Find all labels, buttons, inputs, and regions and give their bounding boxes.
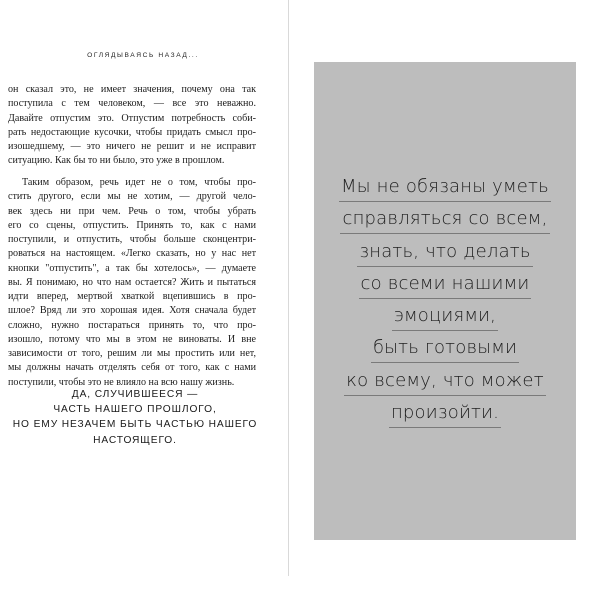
text-line: сложно, нужно постараться принять то, что про- — [8, 319, 256, 331]
quote-line-text: со всеми нашими — [359, 273, 532, 299]
quote-panel — [314, 62, 576, 540]
quote-line — [314, 305, 576, 337]
text-line: рать недостающие кусочки, чтобы придать смысл про- — [8, 126, 256, 138]
pull-quote-line: НО ЕМУ НЕЗАЧЕМ БЫТЬ ЧАСТЬЮ НАШЕГО — [12, 419, 258, 431]
text-line: шлое? Вряд ли это хорошая идея. Хотя сначала будет — [8, 305, 256, 317]
quote-line-text: справляться со всем, — [340, 208, 549, 234]
quote-line — [314, 370, 576, 402]
left-page — [0, 0, 286, 600]
text-line: вы. Я понимаю, но что нам остается? Жить и пытаться — [8, 276, 256, 288]
text-line: поступила с тем человеком, — все это неважно. — [8, 98, 256, 110]
text-line: изошедшему, — это ничего не решит и не исправит — [8, 141, 256, 152]
pull-quote-line: ЧАСТЬ НАШЕГО ПРОШЛОГО, — [53, 404, 217, 416]
text-line: Таким образом, речь идет не о том, чтобы про- — [22, 177, 256, 188]
text-line: мы должны начать отделять себя от того, как с нами — [8, 362, 256, 374]
body-paragraph — [8, 83, 256, 169]
pull-quote — [0, 387, 270, 448]
text-line: Давайте отпустим это. Отпустим потребность соби- — [8, 112, 256, 124]
quote-line — [314, 402, 576, 434]
text-line: ситуацию. Как бы то ни было, это уже в прошлом. — [8, 155, 225, 167]
text-line: он сказал это, не имеет значения, почему она так — [8, 84, 256, 95]
text-line: век здесь ни при чем. Речь о том, чтобы убрать — [8, 205, 256, 217]
quote-line-text: Мы не обязаны уметь — [339, 176, 551, 202]
quote-text-block — [314, 176, 576, 434]
text-line: идти вперед, мертвой хваткой вцепившись в про- — [8, 291, 256, 302]
running-head: ОГЛЯДЫВАЯСЬ НАЗАД... — [87, 52, 199, 59]
quote-line-text: произойти. — [389, 402, 501, 428]
quote-line-text: знать, что делать — [357, 241, 532, 267]
pull-quote-line: ДА, СЛУЧИВШЕЕСЯ — — [71, 389, 199, 400]
text-line: поступили, и отпустить, чтобы больше сконцентри- — [8, 234, 256, 245]
text-line: роваться на настоящем. «Легко сказать, но у нас нет — [8, 248, 256, 260]
text-line: зависимости от того, решим ли мы простить или нет, — [8, 348, 256, 359]
quote-line — [314, 273, 576, 305]
quote-line — [314, 337, 576, 369]
quote-line-text: эмоциями, — [392, 305, 498, 331]
text-line: кнопки "отпустить", а так бы хотелось», — думаете — [8, 262, 256, 274]
text-line: его со сцены, отпустить. Принять то, как с нами — [8, 219, 256, 231]
body-paragraph — [8, 176, 256, 390]
quote-line-text: быть готовыми — [371, 337, 519, 363]
pull-quote-line: НАСТОЯЩЕГО. — [93, 434, 177, 446]
text-line: изошло, потому что мы в этом не виноваты. И вне — [8, 333, 256, 345]
text-line: поступили, чтобы это не влияло на всю нашу жизнь. — [8, 376, 235, 388]
quote-line — [314, 208, 576, 240]
quote-line-text: ко всему, что может — [344, 370, 546, 396]
quote-line — [314, 176, 576, 208]
quote-line — [314, 241, 576, 273]
text-line: стить другого, если мы не хотим, — другой чело- — [8, 191, 256, 203]
page-gutter-divider — [288, 0, 289, 576]
